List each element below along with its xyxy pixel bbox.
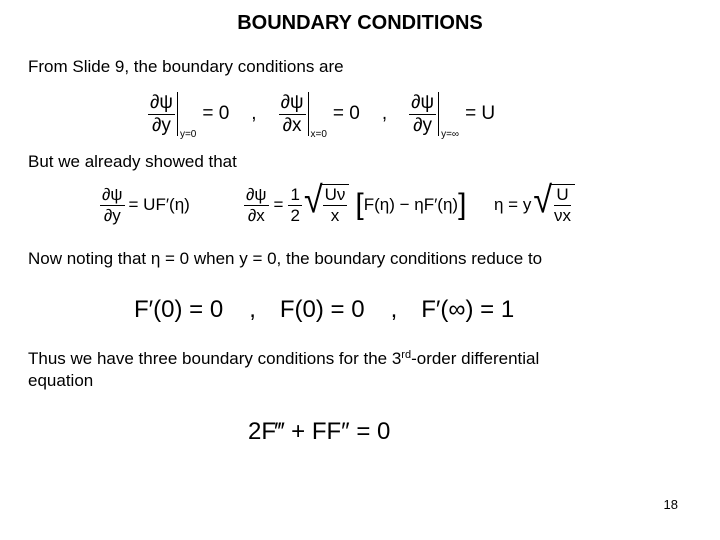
noting-text: Now noting that η = 0 when y = 0, the boundary conditions reduce to	[28, 249, 543, 268]
one-half-fraction	[288, 185, 301, 225]
bc-dpsi-dy-freestream	[409, 91, 460, 141]
equals-u: = U	[465, 103, 496, 124]
evaluation-bar	[308, 92, 309, 137]
denominator: 2	[290, 205, 300, 225]
close-bracket: ]	[458, 188, 467, 221]
equals-zero: = 0	[202, 103, 230, 124]
dpsi-dy-fraction	[100, 185, 125, 225]
radical-sign: √	[533, 180, 553, 222]
three-conditions-text	[28, 344, 539, 392]
blasius-equation: 2F‴ + FF″ = 0	[248, 418, 391, 445]
radical-sign: √	[303, 180, 323, 222]
comma: ,	[251, 103, 257, 124]
equals-sign: =	[273, 195, 284, 214]
eta-definition	[494, 181, 575, 229]
already-showed-text: But we already showed that	[28, 152, 237, 171]
numerator: 1	[290, 184, 300, 204]
u-over-nux-fraction	[552, 185, 573, 225]
similarity-relations-equation	[100, 181, 190, 229]
square-root	[303, 180, 349, 225]
denominator: ∂y	[413, 114, 433, 136]
comma: ,	[390, 296, 398, 323]
open-bracket: [	[355, 188, 364, 221]
boundary-conditions-equation	[148, 88, 495, 140]
text-segment: Thus we have three boundary conditions for the 3	[28, 349, 402, 368]
text-segment: equation	[28, 371, 94, 390]
numerator: ∂ψ	[102, 184, 123, 204]
reduced-boundary-conditions	[134, 292, 514, 328]
bc-fprime-infinity: F′(∞) = 1	[421, 296, 515, 323]
denominator: ∂y	[152, 114, 171, 136]
text-segment: -order differential	[411, 349, 540, 368]
evaluation-subscript: y=0	[179, 129, 197, 141]
comma: ,	[381, 103, 388, 124]
square-root	[533, 180, 575, 225]
dpsi-dx-fraction	[244, 185, 269, 225]
bc-dpsi-dx-inlet	[279, 91, 327, 141]
bracket-term	[355, 190, 466, 220]
intro-text: From Slide 9, the boundary conditions are	[28, 57, 344, 76]
numerator: ∂ψ	[246, 184, 267, 204]
denominator: x	[330, 206, 340, 225]
page-number: 18	[663, 497, 678, 512]
denominator: νx	[554, 206, 572, 225]
bc-dpsi-dy-wall	[148, 91, 197, 141]
equals-zero: = 0	[332, 103, 360, 124]
denominator: ∂x	[282, 114, 302, 136]
evaluation-subscript: y=∞	[441, 129, 460, 141]
bc-f-zero: F(0) = 0	[279, 296, 365, 323]
evaluation-subscript: x=0	[310, 129, 327, 141]
velocity-relation: = UF′(η)	[128, 195, 190, 214]
bc-fprime-zero: F′(0) = 0	[134, 296, 224, 323]
evaluation-bar	[177, 92, 178, 137]
slide-title: BOUNDARY CONDITIONS	[237, 12, 483, 34]
ordinal-superscript: rd	[401, 349, 412, 361]
bracket-body: F(η) − ηF′(η)	[363, 195, 459, 214]
eta-equals-y: η = y	[494, 195, 532, 214]
numerator: ∂ψ	[280, 91, 304, 113]
numerator: ∂ψ	[411, 91, 435, 113]
numerator: ∂ψ	[150, 91, 173, 113]
dpsi-dx-relation	[244, 181, 466, 229]
numerator: Uν	[324, 185, 346, 205]
denominator: ∂y	[103, 205, 121, 225]
numerator: U	[556, 185, 569, 205]
comma: ,	[249, 296, 256, 323]
denominator: ∂x	[247, 205, 265, 225]
evaluation-bar	[438, 92, 439, 137]
unu-over-x-fraction	[323, 185, 348, 225]
